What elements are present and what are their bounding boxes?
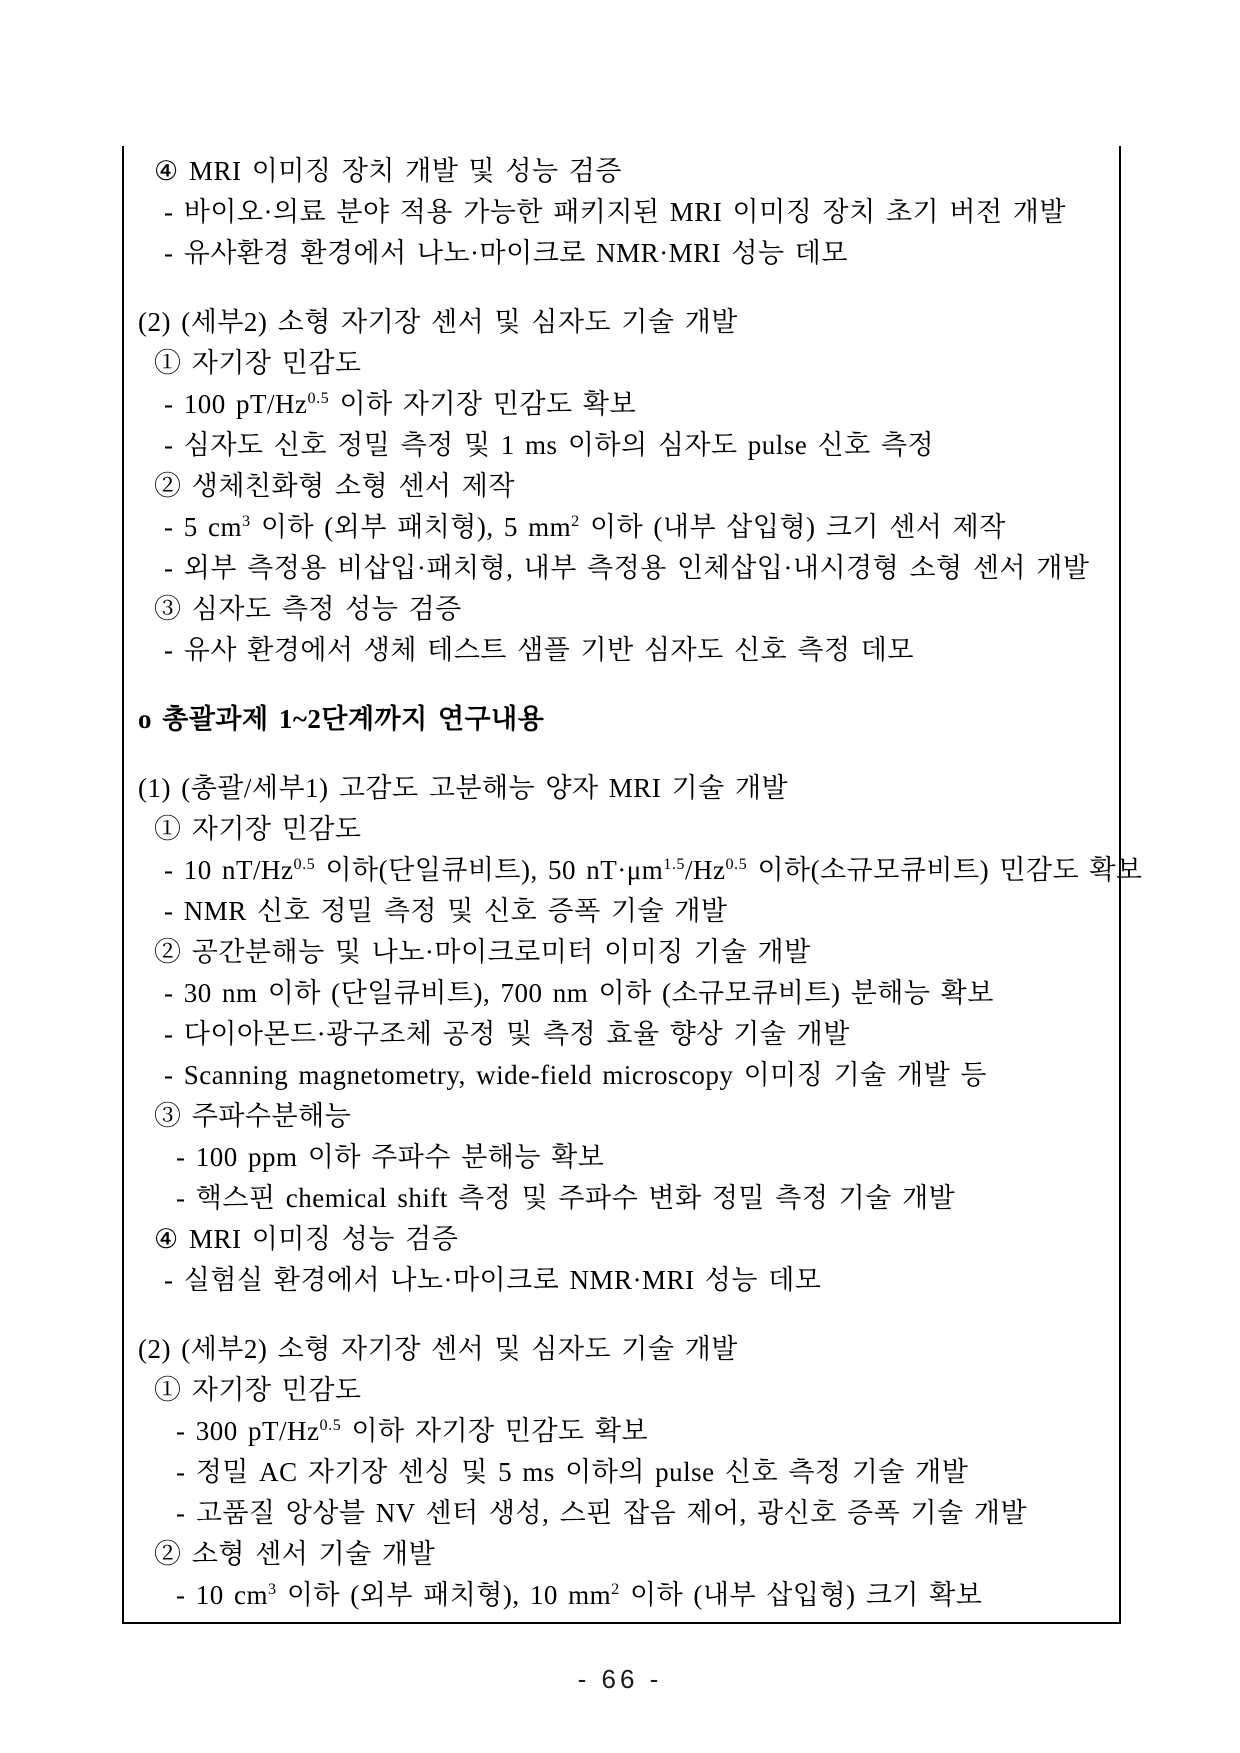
- document-line: [124, 891, 1119, 932]
- text-segment: - 100 pT/Hz: [164, 389, 308, 419]
- document-line: [124, 192, 1119, 233]
- document-line: [124, 302, 1119, 343]
- text-segment: /Hz: [684, 855, 726, 885]
- superscript: 2: [571, 512, 580, 530]
- document-line: [124, 768, 1119, 809]
- page-number: - 66 -: [577, 1664, 663, 1694]
- document-line: [124, 1493, 1119, 1534]
- text-segment: 이하 자기장 민감도 확보: [329, 389, 637, 419]
- text-segment: ④ MRI 이미징 장치 개발 및 성능 검증: [154, 156, 622, 186]
- text-segment: - 실험실 환경에서 나노·마이크로 NMR·MRI 성능 데모: [164, 1265, 822, 1295]
- text-segment: 이하 (외부 패치형), 10 mm: [276, 1580, 612, 1610]
- text-segment: - NMR 신호 정밀 측정 및 신호 증폭 기술 개발: [164, 896, 728, 926]
- text-segment: - 10 cm: [176, 1580, 268, 1610]
- text-segment: ① 자기장 민감도: [154, 814, 362, 844]
- text-segment: - 정밀 AC 자기장 센싱 및 5 ms 이하의 pulse 신호 측정 기술 개발: [176, 1457, 969, 1487]
- text-segment: - 심자도 신호 정밀 측정 및 1 ms 이하의 심자도 pulse 신호 측정: [164, 430, 935, 460]
- text-segment: 이하 자기장 민감도 확보: [341, 1416, 649, 1446]
- document-line: [124, 1260, 1119, 1301]
- text-segment: ② 생체친화형 소형 센서 제작: [154, 471, 515, 501]
- document-line: [124, 466, 1119, 507]
- document-line: [124, 425, 1119, 466]
- text-segment: ③ 주파수분해능: [154, 1101, 352, 1131]
- document-line: [124, 1452, 1119, 1493]
- text-segment: - 외부 측정용 비삽입·패치형, 내부 측정용 인체삽입·내시경형 소형 센서 개발: [164, 553, 1090, 583]
- superscript: 1.5: [663, 855, 685, 873]
- text-segment: - 다이아몬드·광구조체 공정 및 측정 효율 향상 기술 개발: [164, 1019, 850, 1049]
- document-line: [124, 1096, 1119, 1137]
- text-segment: - 바이오·의료 분야 적용 가능한 패키지된 MRI 이미징 장치 초기 버전 개발: [164, 197, 1066, 227]
- text-segment: - 300 pT/Hz: [176, 1416, 320, 1446]
- text-segment: (2) (세부2) 소형 자기장 센서 및 심자도 기술 개발: [138, 1334, 738, 1364]
- document-line: [124, 1370, 1119, 1411]
- text-segment: - 유사환경 환경에서 나노·마이크로 NMR·MRI 성능 데모: [164, 238, 848, 268]
- document-line: [124, 589, 1119, 630]
- document-line: [124, 233, 1119, 274]
- text-segment: - 5 cm: [164, 512, 242, 542]
- text-segment: - Scanning magnetometry, wide-field microscopy 이미징 기술 개발 등: [164, 1060, 987, 1090]
- document-line: [124, 1137, 1119, 1178]
- text-segment: ② 소형 센서 기술 개발: [154, 1539, 436, 1569]
- text-segment: - 고품질 앙상블 NV 센터 생성, 스핀 잡음 제어, 광신호 증폭 기술 개발: [176, 1498, 1028, 1528]
- text-segment: ① 자기장 민감도: [154, 348, 362, 378]
- text-segment: ④ MRI 이미징 성능 검증: [154, 1224, 459, 1254]
- document-line: [124, 850, 1143, 891]
- superscript: 0.5: [319, 1416, 342, 1434]
- text-segment: ③ 심자도 측정 성능 검증: [154, 594, 462, 624]
- text-segment: - 핵스핀 chemical shift 측정 및 주파수 변화 정밀 측정 기술 개발: [176, 1183, 956, 1213]
- text-segment: 이하 (내부 삽입형) 크기 확보: [619, 1580, 983, 1610]
- document-line: [124, 1219, 1119, 1260]
- superscript: 2: [611, 1580, 620, 1598]
- text-segment: - 10 nT/Hz: [164, 855, 294, 885]
- document-line: [124, 1178, 1119, 1219]
- superscript: 0.5: [307, 389, 330, 407]
- text-segment: 이하 (외부 패치형), 5 mm: [250, 512, 572, 542]
- document-line: [124, 1014, 1119, 1055]
- superscript: 0.5: [725, 855, 748, 873]
- document-line: [124, 343, 1119, 384]
- text-segment: - 30 nm 이하 (단일큐비트), 700 nm 이하 (소규모큐비트) 분해능 확보: [164, 978, 994, 1008]
- document-line: [124, 809, 1119, 850]
- document-line: [124, 1055, 1119, 1096]
- document-line: [124, 973, 1119, 1014]
- text-segment: (1) (총괄/세부1) 고감도 고분해능 양자 MRI 기술 개발: [138, 773, 789, 803]
- text-segment: ① 자기장 민감도: [154, 1375, 362, 1405]
- superscript: 3: [241, 512, 251, 530]
- text-segment: 이하 (내부 삽입형) 크기 센서 제작: [579, 512, 1006, 542]
- document-line: [124, 548, 1119, 589]
- text-segment: (2) (세부2) 소형 자기장 센서 및 심자도 기술 개발: [138, 307, 738, 337]
- text-segment: ② 공간분해능 및 나노·마이크로미터 이미징 기술 개발: [154, 937, 811, 967]
- text-segment: 이하(단일큐비트), 50 nT·μm: [315, 855, 664, 885]
- document-line: [124, 151, 1119, 192]
- document-line: [124, 630, 1119, 671]
- document-line: [124, 699, 1119, 740]
- text-segment: 이하(소규모큐비트) 민감도 확보: [747, 855, 1143, 885]
- document-line: [124, 1534, 1119, 1575]
- text-segment: - 100 ppm 이하 주파수 분해능 확보: [176, 1142, 605, 1172]
- document-line: [124, 1411, 1119, 1452]
- document-line: [124, 507, 1119, 548]
- document-line: [124, 932, 1119, 973]
- text-segment: o 총괄과제 1~2단계까지 연구내용: [138, 704, 545, 734]
- document-line: [124, 1329, 1119, 1370]
- superscript: 3: [267, 1580, 277, 1598]
- document-line: [124, 384, 1119, 425]
- text-segment: - 유사 환경에서 생체 테스트 샘플 기반 심자도 신호 측정 데모: [164, 635, 914, 665]
- superscript: 0.5: [293, 855, 316, 873]
- document-line: [124, 1575, 1119, 1616]
- content-box: [122, 146, 1143, 1624]
